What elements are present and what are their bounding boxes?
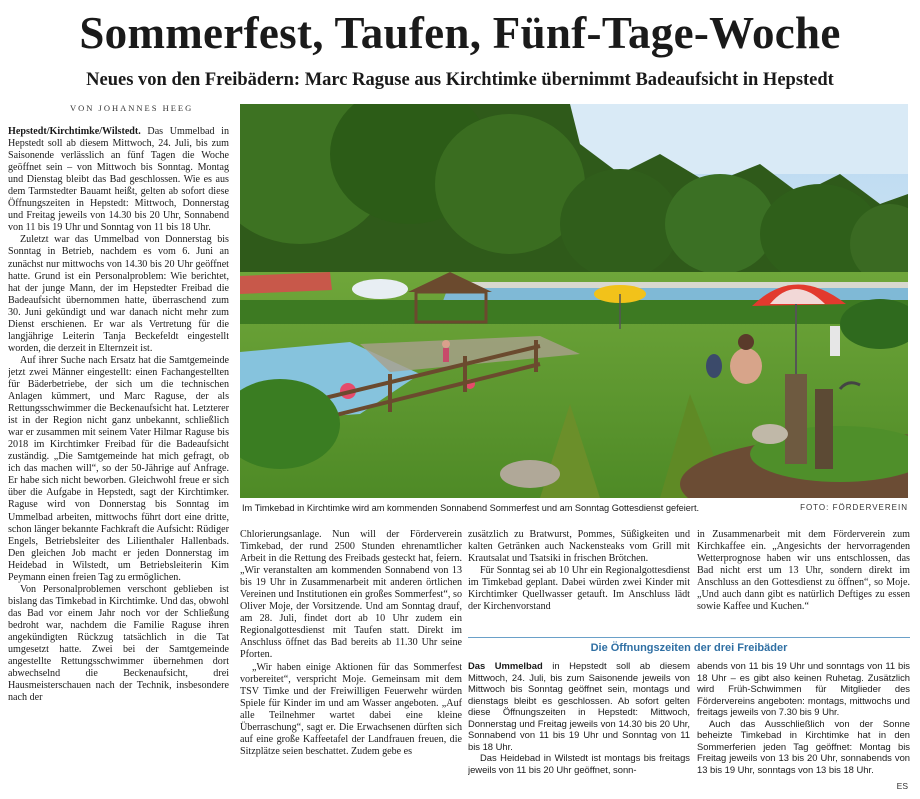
photo-freibad-illustration: [240, 104, 908, 498]
article-paragraph: in Zusammenarbeit mit dem Förderverein zum Kirchkaffee ein. „Angesichts der hervorragenden Wetterprognose haben wir uns entschlossen, das Bad nicht erst um 13 Uhr, sondern direkt im Anschluss an den Gottesdienst zu öffnen“, so Moje. „Und auch dann gibt es natürlich Deftiges zu essen sowie Kaffee und Kuchen.“: [697, 529, 910, 613]
byline: VON JOHANNES HEEG: [70, 103, 194, 113]
article-paragraph: [8, 126, 229, 234]
article-column-2: [240, 529, 462, 792]
photo-caption: Im Timkebad in Kirchtimke wird am kommenden Sonnabend Sommerfest und am Sonntag Gottesdienst gefeiert.: [242, 503, 700, 513]
infobox-divider: [468, 637, 910, 638]
infobox-column-2: [697, 660, 910, 792]
article-column-1: [8, 126, 229, 792]
infobox-paragraph: abends von 11 bis 19 Uhr und sonntags von 11 bis 18 Uhr – es gibt also keinen Ruhetag. Zusätzlich wird Früh-Schwimmen für Mitglieder des Fördervereins angeboten: montags, mittwochs und freitags jeweils von 7.30 bis 9 Uhr.: [697, 660, 910, 717]
article-paragraph: zusätzlich zu Bratwurst, Pommes, Süßigkeiten und kalten Getränken auch Nackensteaks vom Grill mit Krautsalat und Tsatsiki in frischen Brötchen.: [468, 529, 690, 565]
paragraph-text: Das Ummelbad in Hepstedt soll ab diesem Mittwoch, 24. Juli, bis zum Saisonende verlässlich an fünf Tagen die Woche geöffnet sein – von Mittwoch bis Sonntag. Montag und Dienstag bleibt das Bad geschlossen. Wie es aus dem Tarmstedter Bauamt heißt, gelten ab sofort diese Öffnungszeiten in Hepstedt: Mittwoch, Donnerstag und Freitag jeweils von 14.30 bis 20 Uhr, Sonnabend von 11 bis 19 Uhr und Sonntag von 11 bis 18 Uhr.: [8, 126, 229, 234]
article-paragraph: Für Sonntag sei ab 10 Uhr ein Regionalgottesdienst im Timkebad geplant. Dabei würden zwei Kinder mit Kirchtimker Quellwasser getauft. Im Anschluss lädt der Kirchenvorstand: [468, 565, 690, 613]
infobox-paragraph: Auch das Ausschließlich von der Sonne beheizte Timkebad in Kirchtimke hat in den Sommerferien jeden Tag geöffnet: Montag bis Freitag jeweils von 13 bis 20 Uhr, sonnabends von 13 bis 19 Uhr, sonntags von 13 bis 18 Uhr.: [697, 717, 910, 775]
infobox-text: in Hepstedt soll ab diesem Mittwoch, 24. Juli, bis zum Saisonende jeweils von Mittwoch bis Sonntag geöffnet sein, montags und dienstags bleibt es geschlossen. Ab sofort gelten diese Öffnungszeiten in Hepstedt: Mittwoch, Donnerstag und Freitag jeweils von 14.30 bis 20 Uhr, Sonnabend von 11 bis 19 Uhr und Sonntag von 11 bis 18 Uhr.: [468, 660, 690, 752]
subheadline: Neues von den Freibädern: Marc Raguse aus Kirchtimke übernimmt Badeaufsicht in Hepstedt: [86, 70, 834, 90]
headline: Sommerfest, Taufen, Fünf-Tage-Woche: [79, 8, 841, 58]
infobox-title: Die Öffnungszeiten der drei Freibäder: [590, 642, 788, 654]
dateline: Hepstedt/Kirchtimke/Wilstedt.: [8, 126, 141, 137]
article-photo: [240, 104, 908, 498]
author-initials: ES: [896, 781, 908, 791]
infobox-lead: Das Ummelbad: [468, 660, 543, 671]
article-paragraph: Von Personalproblemen verschont geblieben ist bislang das Timkebad in Kirchtimke. Und das, obwohl das Bad vor einem Jahr noch vor der Schließung bedroht war, nachdem die Familie Raguse ihren angekündigten Rückzug tatsächlich in die Tat umgesetzt hatte. Zwei bei der Samtgemeinde angestellte Rettungsschwimmer übernehmen dort abwechselnd die Beckenaufsicht, drei Hausmeisterschauen nach der Technik, insbesondere nach der: [8, 583, 229, 704]
article-paragraph: „Wir haben einige Aktionen für das Sommerfest vorbereitet“, verspricht Moje. Gemeinsam mit dem TSV Timke und der Freiwilligen Feuerwehr würden Spiele für Kinder im und am Wasser angeboten. „Auf alle Teilnehmer wartet dabei eine kleine Überraschung“, sagt er. Die Erwachsenen dürften sich auf eine große Kaffeetafel der Landfrauen freuen, die Sitzplätze seien beschattet. Zudem gebe es: [240, 661, 462, 757]
article-column-3: [468, 529, 690, 629]
article-paragraph: Zuletzt war das Ummelbad von Donnerstag bis Sonntag in Betrieb, nachdem es vom 6. Juni an zunächst nur mittwochs von 14.30 bis 20 Uhr geöffnet hatte. Grund ist ein Personalproblem: Wie berichtet, hat der junge Mann, der im Hepstedter Freibad die Badeaufsicht übernommen hatte, überraschend zum 30. Juni gekündigt und war danach nicht mehr zum Dienst erschienen. Er war als Vertretung für die langjährige Leiterin Tanja Beckefeldt eingestellt worden, die derzeit in Elternzeit ist.: [8, 234, 229, 354]
article-column-4: [697, 529, 910, 629]
photo-credit: FOTO: FÖRDERVEREIN: [800, 503, 908, 512]
infobox-paragraph: [468, 660, 690, 752]
article-paragraph: Auf ihrer Suche nach Ersatz hat die Samtgemeinde jetzt zwei Männer eingestellt: einen Fachangestellten für Bäderbetriebe, der sich um die technischen Anlagen kümmert, und Marc Raguse, der als Rettungsschwimmer die Beckenaufsicht hat. Letzterer ist in der Region nicht ganz unbekannt, schließlich war er zusammen mit seinem Vater Hilmar Raguse bis 2018 im Kirchtimker Freibad für die Badeaufsicht zuständig. „Die Samtgemeinde hat mich gefragt, ob ich das machen will“, so der 50-Jährige auf Anfrage. Er habe sich nicht beworben. Gleichwohl freue er sich über die Aufgabe in Hepstedt, sagt der Kirchtimker. Raguse wird von Donnerstag bis Sonntag im Ummelbad arbeiten, mittwochs führt dort eine dritte, schon länger bekannte Fachkraft die Aufsicht: Rüdiger Engels, Betriebsleiter des Lilienthaler Hallenbads. Den gleichen Job macht er jeden Donnerstag im Heidebad in Wilstedt, um Betriebsleiterin Kim Peymann einen freien Tag zu ermöglichen.: [8, 354, 229, 583]
infobox-paragraph: Das Heidebad in Wilstedt ist montags bis freitags jeweils von 11 bis 20 Uhr geöffnet, sonn-: [468, 752, 690, 775]
infobox-column-1: [468, 660, 690, 792]
article-paragraph: Chlorierungsanlage. Nun will der Förderverein Timkebad, der rund 2500 Stunden ehrenamtlicher Arbeit in die Rettung des Freibads gesteckt hat, feiern. „Wir veranstalten am kommenden Sonnabend von 13 bis 19 Uhr in Zusammenarbeit mit anderen örtlichen Vereinen und Institutionen ein großes Sommerfest“, so Oliver Moje, der Vorsitzende. Und am Sonntag drauf, am 28. Juli, findet dort ab 10 Uhr zudem ein Regionalgottesdienst mit Taufen statt. Direkt im Anschluss öffnet das Bad bereits ab 11.30 Uhr seine Pforten.: [240, 529, 462, 661]
